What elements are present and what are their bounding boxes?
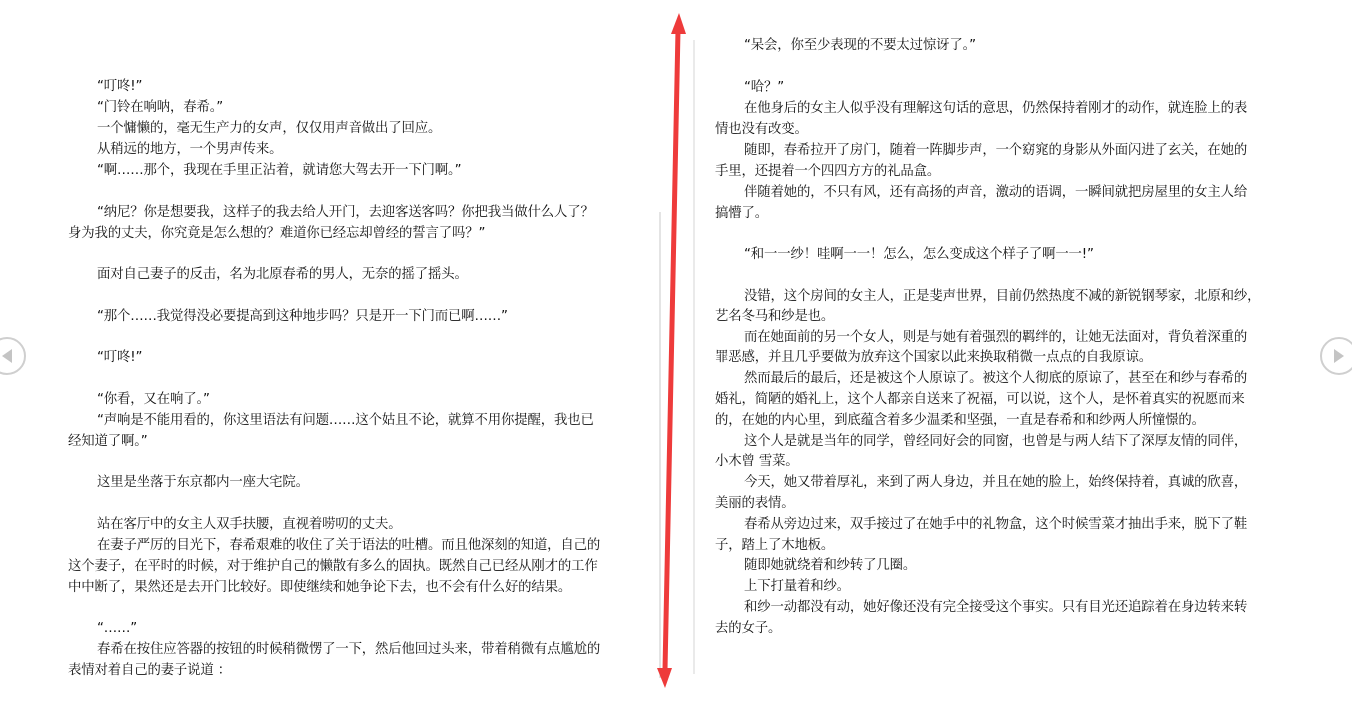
previous-page-button[interactable]: [0, 337, 26, 375]
text-line: 在他身后的女主人似乎没有理解这句话的意思，仍然保持着刚才的动作，就连脸上的表: [744, 101, 1248, 116]
text-line: 随即她就绕着和纱转了几圈。: [744, 558, 917, 573]
text-line: 伴随着她的，不只有风，还有高扬的声音，激动的语调，一瞬间就把房屋里的女主人给: [744, 185, 1248, 200]
text-line: 美丽的表情。: [715, 496, 795, 511]
chevron-left-icon: [0, 339, 24, 373]
arrow-up-icon: [671, 13, 686, 34]
text-line: “那个……我觉得没必要提高到这种地步吗？只是开一下门而已啊……”: [97, 309, 508, 324]
text-line: “你看，又在响了。”: [97, 392, 210, 407]
text-line: 婚礼，简陋的婚礼上，这个人都亲自送来了祝福，可以说，这个人，是怀着真实的祝愿而来: [715, 392, 1245, 407]
text-line: 在妻子严厉的目光下，春希艰难的收住了关于语法的吐槽。而且他深刻的知道，自己的: [97, 538, 601, 553]
text-line: 中中断了，果然还是去开门比较好。即使继续和她争论下去，也不会有什么好的结果。: [68, 580, 572, 595]
text-line: 子，踏上了木地板。: [715, 538, 835, 553]
text-line: 这个人是就是当年的同学，曾经同好会的同窗，也曾是与两人结下了深厚友情的同伴，: [744, 434, 1248, 449]
text-line: 这个妻子，在平时的时候，对于维护自己的懒散有多么的固执。既然自己已经从刚才的工作: [68, 559, 598, 574]
text-line: 随即，春希拉开了房门，随着一阵脚步声，一个窈窕的身影从外面闪进了玄关，在她的: [744, 143, 1248, 158]
text-line: “啊……那个，我现在手里正沾着，就请您大驾去开一下门啊。”: [97, 163, 462, 178]
text-line: “纳尼？你是想要我，这样子的我去给人开门，去迎客送客吗？你把我当做什么人了？: [97, 205, 594, 220]
text-line: “……”: [97, 621, 138, 636]
text-line: 经知道了啊。”: [68, 434, 148, 449]
text-line: 春希从旁边过来，双手接过了在她手中的礼物盒，这个时候雪菜才抽出手来，脱下了鞋: [744, 517, 1248, 532]
text-line: “哈？”: [744, 80, 785, 95]
text-line: 春希在按住应答器的按钮的时候稍微愣了一下，然后他回过头来，带着稍微有点尴尬的: [97, 642, 601, 657]
chevron-right-icon: [1322, 339, 1352, 373]
arrow-down-icon: [657, 668, 672, 688]
text-line: 没错，这个房间的女主人，正是斐声世界，目前仍然热度不减的新锐钢琴家，北原和纱，: [744, 289, 1261, 304]
next-page-button[interactable]: [1320, 337, 1352, 375]
text-line: “门铃在响呐，春希。”: [97, 100, 224, 115]
text-line: 手里，还提着一个四四方方的礼品盒。: [715, 164, 941, 179]
text-line: “呆会，你至少表现的不要太过惊讶了。”: [744, 38, 976, 53]
double-arrow-divider: [640, 0, 700, 712]
text-line: 表情对着自己的妻子说道 ：: [68, 663, 231, 678]
text-line: 搞懵了。: [715, 206, 768, 221]
text-line: 这里是坐落于东京都内一座大宅院。: [97, 475, 309, 490]
text-line: 然而最后的最后，还是被这个人原谅了。被这个人彻底的原谅了，甚至在和纱与春希的: [744, 371, 1248, 386]
text-line: 面对自己妻子的反击，名为北原春希的男人，无奈的摇了摇头。: [97, 267, 468, 282]
text-line: 情也没有改变。: [715, 122, 808, 137]
text-line: “声响是不能用看的，你这里语法有问题……这个姑且不论，就算不用你提醒，我也已: [97, 413, 594, 428]
text-line: 上下打量着和纱。: [744, 579, 850, 594]
text-line: 从稍远的地方，一个男声传来。: [97, 142, 283, 157]
text-line: “和一一纱！哇啊一一！怎么，怎么变成这个样子了啊一一!”: [744, 247, 1094, 262]
text-line: 身为我的丈夫，你究竟是怎么想的？难道你已经忘却曾经的誓言了吗？”: [68, 226, 486, 241]
text-line: 的，在她的内心里，到底蕴含着多少温柔和坚强，一直是春希和和纱两人所憧憬的。: [715, 413, 1205, 428]
text-line: 罪恶感，并且几乎要做为放弃这个国家以此来换取稍微一点点的自我原谅。: [715, 350, 1152, 365]
text-line: 小木曾 雪菜。: [715, 454, 799, 469]
text-line: 站在客厅中的女主人双手扶腰，直视着唠叨的丈夫。: [97, 517, 402, 532]
text-line: 一个慵懒的，毫无生产力的女声，仅仅用声音做出了回应。: [97, 121, 442, 136]
text-line: 今天，她又带着厚礼，来到了两人身边，并且在她的脸上，始终保持着，真诚的欣喜，: [744, 475, 1248, 490]
text-line: 艺名冬马和纱是也。: [715, 309, 835, 324]
text-line: “叮咚!”: [97, 79, 143, 94]
text-line: “叮咚!”: [97, 350, 143, 365]
text-line: 和纱一动都没有动，她好像还没有完全接受这个事实。只有目光还追踪着在身边转来转: [744, 600, 1248, 615]
text-line: 而在她面前的另一个女人，则是与她有着强烈的羁绊的，让她无法面对，背负着深重的: [744, 330, 1248, 345]
double-arrow-shaft: [665, 30, 678, 670]
text-line: 去的女子。: [715, 621, 782, 636]
